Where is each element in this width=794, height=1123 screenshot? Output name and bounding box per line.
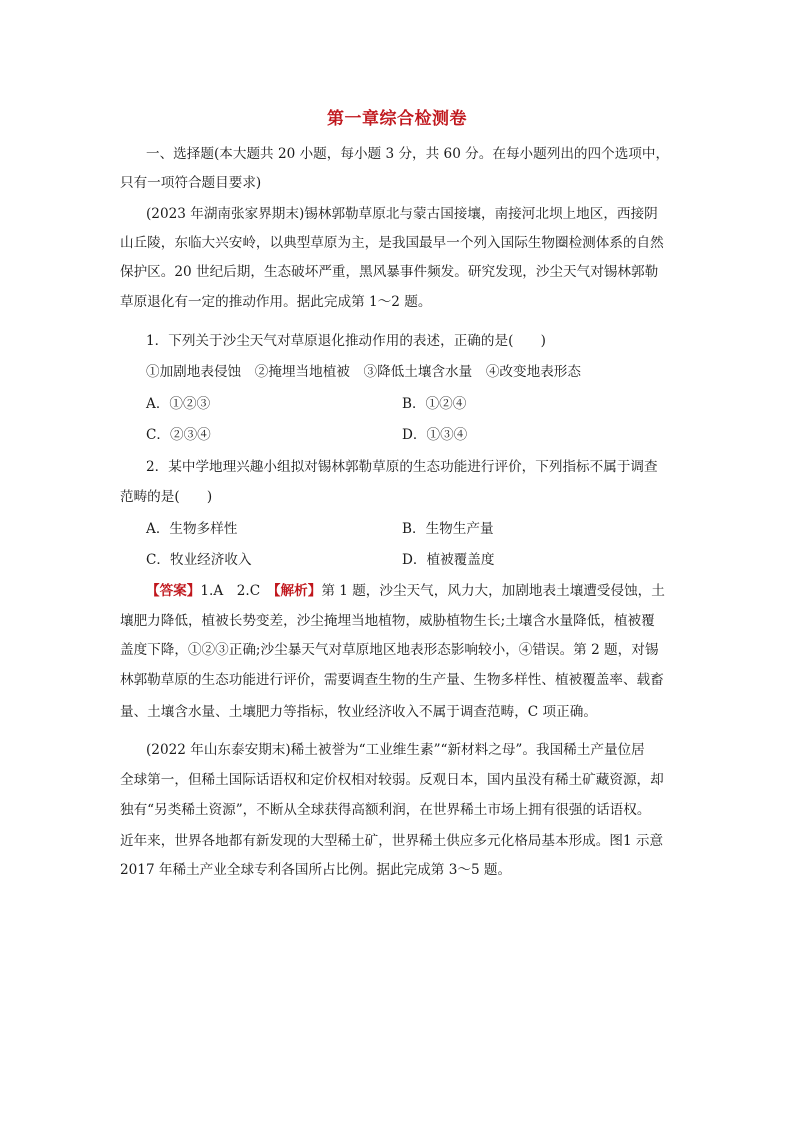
passage1-line-1: (2023 年湖南张家界期末)锡林郭勒草原北与蒙古国接壤，南接河北坝上地区，西接阴 xyxy=(146,206,658,222)
passage2-line-5: 2017 年稀土产业全球专利各国所占比例。据此完成第 3～5 题。 xyxy=(120,862,512,878)
analysis-line-5: 量、土壤含水量、土壤肥力等指标，牧业经济收入不属于调查范畴，C 项正确。 xyxy=(120,704,597,720)
answer-text: 1.A 2.C xyxy=(200,583,274,599)
q1-option-d: D．①③④ xyxy=(402,427,468,443)
q2-option-b: B．生物生产量 xyxy=(402,521,494,537)
q2-option-a: A．生物多样性 xyxy=(146,521,238,537)
answer-tag: 【答案】 xyxy=(146,583,201,599)
q1-stem: 1．下列关于沙尘天气对草原退化推动作用的表述，正确的是( ) xyxy=(146,333,546,349)
q1-statements: ①加剧地表侵蚀 ②掩埋当地植被 ③降低土壤含水量 ④改变地表形态 xyxy=(146,364,581,380)
analysis-line-2: 壤肥力降低，植被长势变差，沙尘掩埋当地植物，威胁植物生长;土壤含水量降低，植被覆 xyxy=(120,613,655,629)
section-instruction-line-1: 一、选择题(本大题共 20 小题，每小题 3 分，共 60 分。在每小题列出的四个选项中， xyxy=(146,146,670,162)
q2-stem-line-1: 2．某中学地理兴趣小组拟对锡林郭勒草原的生态功能进行评价，下列指标不属于调查 xyxy=(146,459,658,475)
section-instruction-line-2: 只有一项符合题目要求) xyxy=(120,175,262,191)
passage1-line-2: 山丘陵，东临大兴安岭，以典型草原为主，是我国最早一个列入国际生物圈检测体系的自然 xyxy=(120,235,664,251)
q2-stem-line-2: 范畴的是( ) xyxy=(120,489,213,505)
passage2-line-3: 独有“另类稀土资源”，不断从全球获得高额利润，在世界稀土市场上拥有很强的话语权。 xyxy=(120,802,651,818)
answer-line-1 xyxy=(146,581,706,601)
analysis-text-start: 第 1 题，沙尘天气，风力大，加剧地表土壤遭受侵蚀，土 xyxy=(321,583,665,599)
q2-option-c: C．牧业经济收入 xyxy=(146,552,252,568)
passage2-line-2: 全球第一，但稀土国际话语权和定价权相对较弱。反观日本，国内虽没有稀土矿藏资源，却 xyxy=(120,772,664,788)
passage1-line-3: 保护区。20 世纪后期，生态破坏严重，黑风暴事件频发。研究发现，沙尘天气对锡林郭勒 xyxy=(120,264,659,280)
passage1-line-4: 草原退化有一定的推动作用。据此完成第 1～2 题。 xyxy=(120,294,432,310)
q1-option-a: A．①②③ xyxy=(146,396,211,412)
passage2-line-1: (2022 年山东泰安期末)稀土被誉为“工业维生素”“新材料之母”。我国稀土产量位居 xyxy=(146,742,645,758)
analysis-tag: 【解析】 xyxy=(273,583,322,599)
analysis-line-4: 林郭勒草原的生态功能进行评价，需要调查生物的生产量、生物多样性、植被覆盖率、载畜 xyxy=(120,672,664,688)
page-title: 第一章综合检测卷 xyxy=(327,109,467,129)
q1-option-c: C．②③④ xyxy=(146,427,211,443)
analysis-line-3: 盖度下降，①②③正确;沙尘暴天气对草原地区地表形态影响较小，④错误。第 2 题，对锡 xyxy=(120,642,659,658)
q2-option-d: D．植被覆盖度 xyxy=(402,552,495,568)
passage2-line-4: 近年来，世界各地都有新发现的大型稀土矿，世界稀土供应多元化格局基本形成。图1 示意 xyxy=(120,833,664,849)
q1-option-b: B．①②④ xyxy=(402,396,467,412)
